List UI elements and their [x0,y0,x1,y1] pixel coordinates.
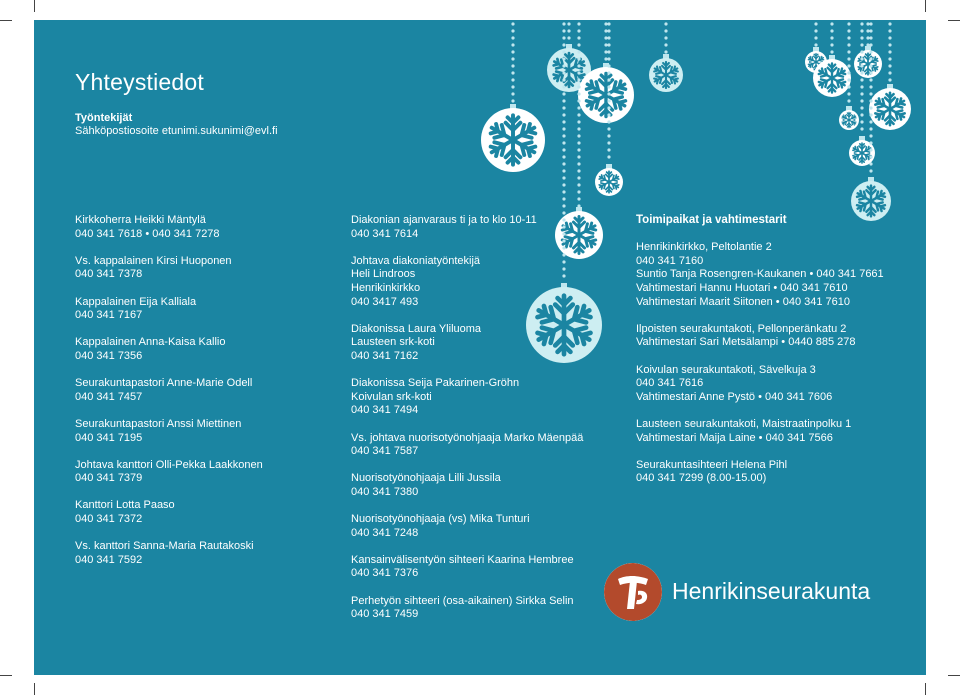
ornament-string-bead [866,22,869,25]
crop-mark [34,683,35,695]
staff-column-2 [351,214,583,622]
ornament-string-bead [511,85,514,88]
spacer [351,364,583,378]
ornament-string-bead [664,22,667,25]
entry-title: Perhetyön sihteeri (osa-aikainen) Sirkka Selin [351,594,574,607]
ornament-string-bead [847,29,850,32]
ornament-string-bead [847,50,850,53]
entry-title: Vs. johtava nuorisotyönohjaaja Marko Mäenpää [351,431,584,444]
ornament-string-bead [511,57,514,60]
ornament-string-bead [607,134,610,137]
ornament-string-bead [860,36,863,39]
ornament-string-bead [847,57,850,60]
ornament-string-bead [607,85,610,88]
ornament-string-bead [607,36,610,39]
ornament-string-bead [577,92,580,95]
ornament-string-bead [577,155,580,158]
ornament-string-bead [562,36,565,39]
crop-mark [0,20,12,21]
ornament-string-bead [577,113,580,116]
ornament-string-bead [567,22,570,25]
ornament-string-bead [860,22,863,25]
ornament-string-bead [562,134,565,137]
ornament-string-bead [577,148,580,151]
spacer [75,241,263,255]
ornament-string-bead [577,57,580,60]
ornament-string-bead [860,57,863,60]
entry-detail: Vahtimestari Sari Metsälampi • 0440 885 278 [636,336,856,349]
ornament-string-bead [860,120,863,123]
spacer [75,404,263,418]
brochure-page [34,20,926,675]
ornament-string-bead [577,71,580,74]
ornament-string-bead [847,71,850,74]
ornament-string-bead [888,43,891,46]
crop-mark [948,675,960,676]
ornament-string-bead [607,71,610,74]
ornament-string-bead [604,57,607,60]
ornament-string-bead [577,43,580,46]
spacer [636,445,884,459]
ornament-string-bead [860,43,863,46]
entry-title: Vs. kanttori Sanna-Maria Rautakoski [75,540,254,553]
ornament-string-bead [607,22,610,25]
ornament-string-bead [869,141,872,144]
ornament-string-bead [562,176,565,179]
ornament-string-bead [562,190,565,193]
entry-detail: 040 341 7616 [636,377,704,390]
entry-title: Kappalainen Anna-Kaisa Kallio [75,336,226,349]
ornament-string-bead [562,148,565,151]
ornament-string-bead [562,113,565,116]
entry-title: Johtava diakoniatyöntekijä [351,254,481,267]
ornament-string-bead [577,36,580,39]
entry-detail: 040 341 7587 [351,445,419,458]
ornament-string-bead [664,43,667,46]
ornament-string-bead [860,29,863,32]
ornament-string-bead [830,29,833,32]
spacer [351,540,583,554]
email-note: Sähköpostiosoite etunimi.sukunimi@evl.fi [75,125,278,137]
ornament-string-bead [888,64,891,67]
ornament-string-bead [860,50,863,53]
ornament-string-bead [814,22,817,25]
ornament-string-bead [888,57,891,60]
ornament-string-bead [869,29,872,32]
ornament-string-bead [562,50,565,53]
henrikinseurakunta-logo-icon [604,563,662,621]
ornament-string-bead [577,176,580,179]
entry-detail: 040 341 7494 [351,404,419,417]
entry-detail: Suntio Tanja Rosengren-Kaukanen • 040 341 7661 [636,268,884,281]
ornament-string-bead [860,106,863,109]
ornament-string-bead [888,71,891,74]
ornament-string-bead [562,78,565,81]
crop-mark [0,675,12,676]
ornament-string-bead [562,43,565,46]
ornament-string-bead [664,29,667,32]
entry-detail: 040 341 7376 [351,567,419,580]
ornament-string-bead [562,204,565,207]
ornament-string-bead [869,57,872,60]
ornament-string-bead [511,50,514,53]
ornament-string-bead [607,127,610,130]
ornament-string-bead [562,29,565,32]
ornament-string-bead [607,120,610,123]
ornament-string-bead [869,127,872,130]
entry-title: Kanttori Lotta Paaso [75,499,175,512]
ornament-string-bead [869,134,872,137]
ornament-string-bead [562,22,565,25]
spacer [636,350,884,364]
ornament-string-bead [577,78,580,81]
crop-mark [34,0,35,12]
ornament-string-bead [577,99,580,102]
ornament-string-bead [511,64,514,67]
ornament-string-bead [607,141,610,144]
entry-detail: Vahtimestari Anne Pystö • 040 341 7606 [636,390,833,403]
entry-title: Lausteen seurakuntakoti, Maistraatinpolku 1 [636,417,852,430]
ornament-string-bead [577,106,580,109]
spacer [351,309,583,323]
ornament-string-bead [577,190,580,193]
spacer [351,459,583,473]
ornament-string-bead [860,99,863,102]
ornament-string-bead [847,36,850,39]
ornament-string-bead [607,113,610,116]
ornament-string-bead [830,43,833,46]
crop-mark [925,683,926,695]
ornament-string-bead [869,71,872,74]
entry-detail: Henrikinkirkko [351,281,421,294]
entry-detail: 040 341 7380 [351,485,419,498]
spacer [75,486,263,500]
ornament-string-bead [511,99,514,102]
ornament-string-bead [860,113,863,116]
entry-title: Diakonissa Seija Pakarinen-Gröhn [351,377,520,390]
ornament-string-bead [604,29,607,32]
ornament-string-bead [860,127,863,130]
ornament-string-bead [577,134,580,137]
spacer [636,228,884,242]
ornament-string-bead [511,71,514,74]
ornament-string-bead [830,22,833,25]
ornament-string-bead [888,50,891,53]
entry-detail: Vahtimestari Maija Laine • 040 341 7566 [636,431,833,444]
ornament-string-bead [607,57,610,60]
ornament-string-bead [869,106,872,109]
ornament-string-bead [888,22,891,25]
ornament-string-bead [869,120,872,123]
entry-detail: 040 341 7614 [351,227,419,240]
entry-title: Ilpoisten seurakuntakoti, Pellonperänkatu 2 [636,322,847,335]
ornament-string-bead [511,22,514,25]
ornament-string-bead [869,36,872,39]
ornament-string-bead [562,141,565,144]
ornament-string-bead [869,64,872,67]
ornament-string-bead [869,162,872,165]
brand-name: Henrikinseurakunta [672,578,871,604]
entry-detail: 040 341 7160 [636,254,704,267]
ornament-string-bead [562,57,565,60]
ornament-string-bead [869,169,872,172]
ornament-string-bead [888,36,891,39]
spacer [351,499,583,513]
entry-detail: Koivulan srk-koti [351,390,432,403]
entry-title: Kansainvälisentyön sihteeri Kaarina Hembree [351,553,574,566]
ornament-string-bead [869,113,872,116]
page-title: Yhteystiedot [75,69,204,95]
ornament-string-bead [604,36,607,39]
ornament-string-bead [607,64,610,67]
ornament-string-bead [607,43,610,46]
entry-title: Nuorisotyönohjaaja Lilli Jussila [351,472,501,485]
entry-title: Henrikinkirkko, Peltolantie 2 [636,241,772,254]
spacer [75,364,263,378]
entry-detail: 040 341 7248 [351,526,419,539]
ornament-string-bead [847,92,850,95]
ornament-string-bead [869,99,872,102]
ornament-string-bead [814,36,817,39]
locations-heading: Toimipaikat ja vahtimestarit [636,214,787,226]
ornament-string-bead [830,50,833,53]
ornament-string-bead [604,50,607,53]
entry-detail: Vahtimestari Hannu Huotari • 040 341 7610 [636,281,848,294]
ornament-string-bead [830,36,833,39]
ornament-string-bead [860,85,863,88]
ornament-string-bead [869,148,872,151]
ornament-string-bead [577,141,580,144]
ornament-string-bead [577,85,580,88]
entry-title: Seurakuntapastori Anssi Miettinen [75,417,242,430]
brand-block [604,560,904,624]
ornament-string-bead [562,127,565,130]
entry-title: Diakonian ajanvaraus ti ja to klo 10-11 [351,214,537,226]
ornament-string-bead [577,120,580,123]
entry-title: Diakonissa Laura Yliluoma [351,322,482,335]
locations-column [636,214,884,486]
entry-title: Kirkkoherra Heikki Mäntylä [75,214,206,226]
entry-detail: 040 341 7167 [75,309,143,322]
staff-heading-block [75,112,278,138]
ornament-string-bead [847,85,850,88]
ornament-string-bead [860,78,863,81]
ornament-string-bead [869,92,872,95]
spacer [636,309,884,323]
ornament-string-bead [869,43,872,46]
ornament-string-bead [577,29,580,32]
staff-heading: Työntekijät [75,112,133,124]
entry-detail: 040 341 7372 [75,513,143,526]
ornament-string-bead [562,92,565,95]
ornament-string-bead [562,85,565,88]
staff-column-1 [75,214,263,567]
spacer [75,323,263,337]
entry-title: Kappalainen Eija Kalliala [75,295,197,308]
ornament-string-bead [511,78,514,81]
entry-detail: 040 341 7459 [351,608,419,621]
entry-detail: 040 341 7162 [351,349,419,362]
entry-detail: 040 341 7378 [75,268,143,281]
entry-detail: Vahtimestari Maarit Siitonen • 040 341 7610 [636,295,850,308]
ornament-string-bead [866,29,869,32]
spacer [75,282,263,296]
ornament-string-bead [664,36,667,39]
ornament-string-bead [567,29,570,32]
ornament-string-bead [888,29,891,32]
ornament-string-bead [607,99,610,102]
ornament-string-bead [562,99,565,102]
ornament-string-bead [607,29,610,32]
ornament-string-bead [577,183,580,186]
entry-detail: 040 341 7299 (8.00-15.00) [636,472,767,485]
entry-detail: Heli Lindroos [351,268,416,281]
ornament-string-bead [511,43,514,46]
ornament-string-bead [562,197,565,200]
spacer [75,527,263,541]
spacer [636,404,884,418]
ornament-string-bead [869,85,872,88]
ornament-string-bead [869,78,872,81]
ornament-string-bead [562,120,565,123]
ornament-string-bead [562,106,565,109]
ornament-string-bead [860,64,863,67]
entry-detail: 040 341 7195 [75,431,143,444]
ornament-string-bead [607,106,610,109]
ornament-string-bead [860,92,863,95]
ornament-string-bead [664,50,667,53]
spacer [75,445,263,459]
entry-detail: 040 3417 493 [351,295,419,308]
ornament-string-bead [814,43,817,46]
ornament-string-bead [869,50,872,53]
ornament-string-bead [562,183,565,186]
ornament-string-bead [562,64,565,67]
ornament-string-bead [607,92,610,95]
ornament-string-bead [860,71,863,74]
ornament-string-bead [562,155,565,158]
ornament-string-bead [577,64,580,67]
entry-detail: 040 341 7379 [75,472,143,485]
ornament-string-bead [607,50,610,53]
ornament-string-bead [567,36,570,39]
ornament-string-bead [577,127,580,130]
ornament-string-bead [869,155,872,158]
ornament-string-bead [607,155,610,158]
ornament-string-bead [847,78,850,81]
ornament-string-bead [604,22,607,25]
ornament-string-bead [866,36,869,39]
entry-detail: 040 341 7592 [75,553,143,566]
ornament-string-bead [562,71,565,74]
ornament-string-bead [577,50,580,53]
entry-title: Vs. kappalainen Kirsi Huoponen [75,254,232,267]
entry-title: Koivulan seurakuntakoti, Sävelkuja 3 [636,363,816,376]
entry-title: Johtava kanttori Olli-Pekka Laakkonen [75,458,263,471]
entry-title: Seurakuntapastori Anne-Marie Odell [75,377,253,390]
ornament-string-bead [888,78,891,81]
ornament-string-bead [577,169,580,172]
ornament-string-bead [562,162,565,165]
ornament-string-bead [869,22,872,25]
entry-detail: 040 341 7457 [75,390,143,403]
ornament-string-bead [577,197,580,200]
ornament-string-bead [847,43,850,46]
entry-detail: Lausteen srk-koti [351,336,435,349]
ornament-string-bead [604,43,607,46]
ornament-string-bead [847,64,850,67]
ornament-string-bead [607,78,610,81]
ornament-string-bead [511,36,514,39]
entry-title: Nuorisotyönohjaaja (vs) Mika Tunturi [351,513,530,526]
crop-mark [925,0,926,12]
ornament-string-bead [511,92,514,95]
ornament-string-bead [847,22,850,25]
ornament-string-bead [562,169,565,172]
spacer [351,418,583,432]
ornament-string-bead [577,22,580,25]
spacer [351,581,583,595]
entry-detail: 040 341 7618 • 040 341 7278 [75,227,220,240]
ornament-string-bead [814,29,817,32]
entry-title: Seurakuntasihteeri Helena Pihl [636,458,788,471]
entry-detail: 040 341 7356 [75,349,143,362]
crop-mark [948,20,960,21]
ornament-string-bead [511,29,514,32]
ornament-string-bead [847,99,850,102]
ornament-string-bead [607,148,610,151]
ornament-string-bead [577,162,580,165]
spacer [351,241,583,255]
